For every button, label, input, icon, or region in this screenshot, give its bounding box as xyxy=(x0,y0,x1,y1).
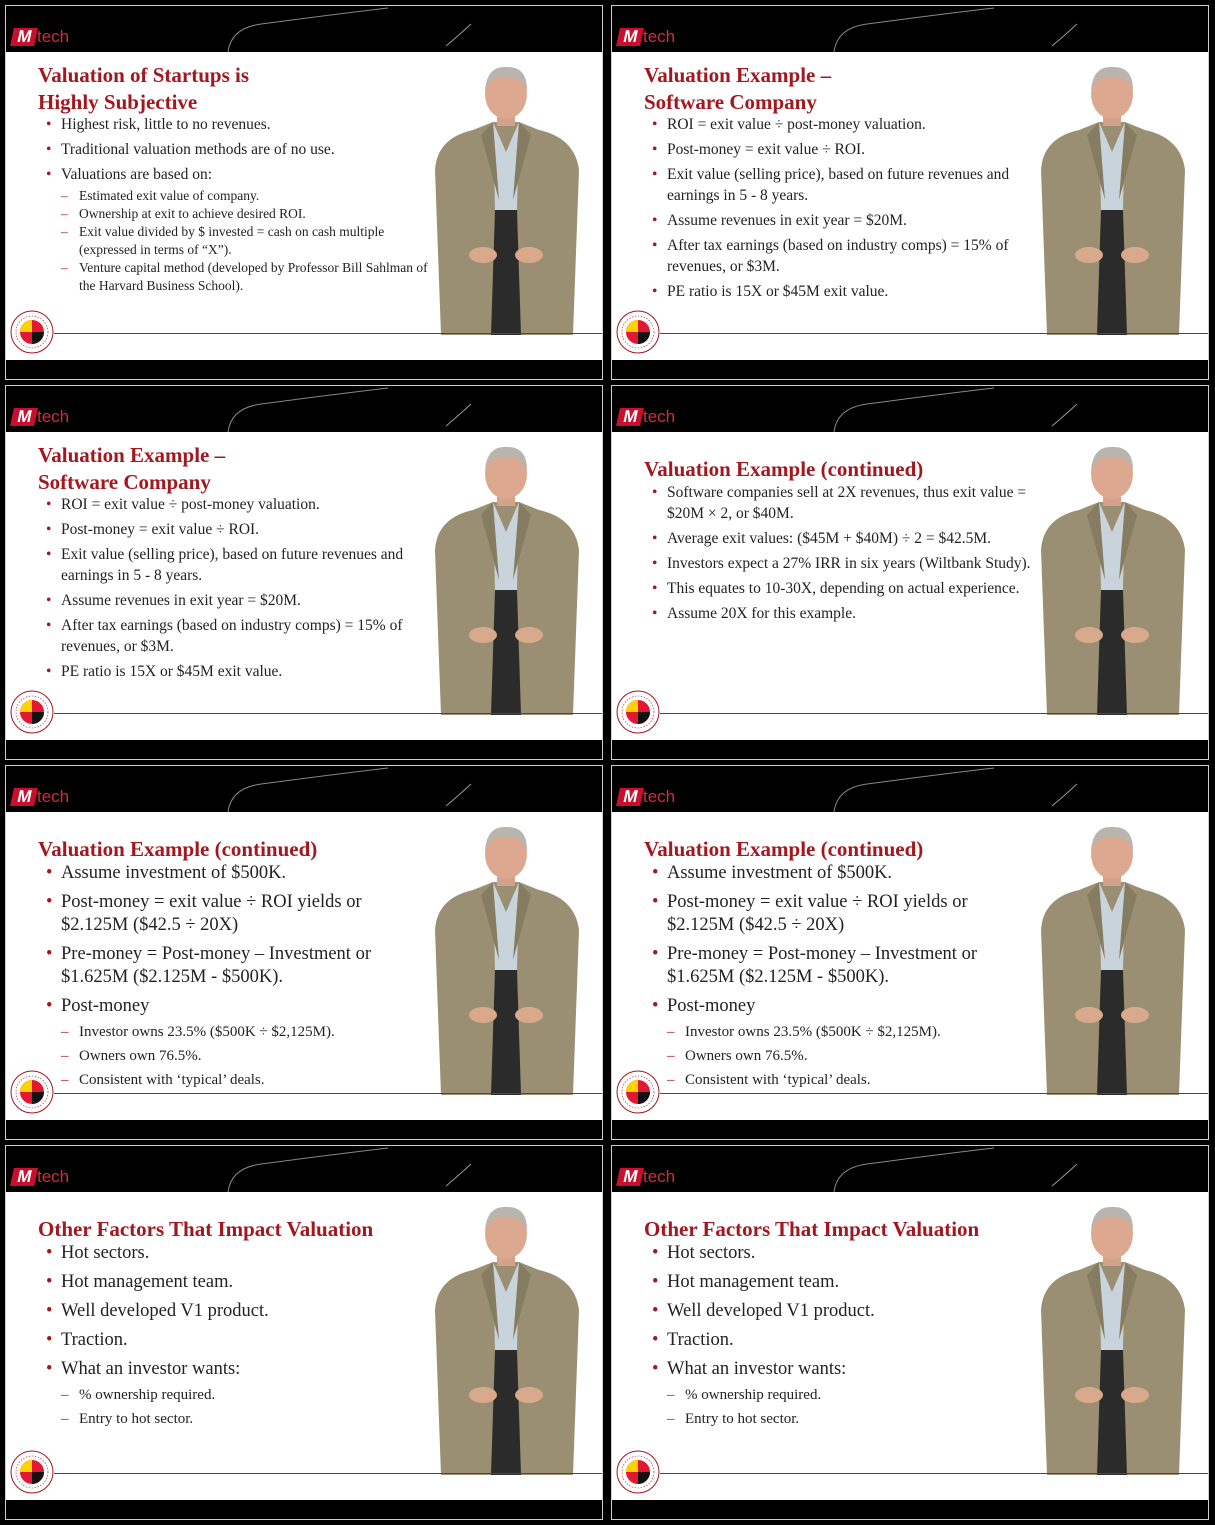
slide-content xyxy=(612,52,1208,360)
header-swoosh-decoration xyxy=(6,1146,602,1192)
header-swoosh-decoration xyxy=(6,6,602,52)
slide-content xyxy=(612,812,1208,1120)
logo-text: tech xyxy=(37,27,70,46)
slide-panel xyxy=(612,386,1208,759)
logo-mark: M xyxy=(616,788,644,806)
bullet-item xyxy=(652,1300,1037,1323)
bullet-list xyxy=(652,114,1037,306)
university-seal-icon xyxy=(10,310,54,354)
university-seal-icon xyxy=(616,1450,660,1494)
slide-title: Valuation of Startups is Highly Subjective xyxy=(38,63,250,114)
sub-bullet-item: – % ownership required. xyxy=(61,1383,431,1407)
footer-bar xyxy=(612,360,1208,379)
slide-content xyxy=(6,1192,602,1500)
bullet-item xyxy=(652,281,1037,302)
bullet-item xyxy=(652,578,1037,599)
sub-bullet-item: – Ownership at exit to achieve desired ROI. xyxy=(61,205,431,223)
bullet-text: Assume investment of $500K. xyxy=(61,863,287,883)
bullet-item xyxy=(652,139,1037,160)
header-swoosh-decoration xyxy=(612,6,1208,52)
bullet-item xyxy=(652,891,1037,937)
presenter-video xyxy=(1027,820,1197,1095)
logo-mark: M xyxy=(616,28,644,46)
bullet-text: Valuations are based on: xyxy=(61,166,213,183)
logo-text: tech xyxy=(643,1167,676,1186)
slide-content xyxy=(6,52,602,360)
bullet-text: Hot management team. xyxy=(61,1272,234,1292)
footer-rule xyxy=(660,1093,1208,1094)
slide-title: Valuation Example – Software Company xyxy=(644,63,832,114)
logo-text: tech xyxy=(37,407,70,426)
presenter-video xyxy=(421,440,591,715)
slide-panel xyxy=(6,766,602,1139)
logo-text: tech xyxy=(37,787,70,806)
sub-bullet-list xyxy=(61,1020,431,1092)
bullet-text: Post-money = exit value ÷ ROI yields or $2.125M ($42.5 ÷ 20X) xyxy=(667,892,968,935)
university-seal-icon xyxy=(616,690,660,734)
presenter-video xyxy=(421,820,591,1095)
bullet-text: Highest risk, little to no revenues. xyxy=(61,116,271,133)
bullet-item xyxy=(46,891,431,937)
presenter-video xyxy=(1027,60,1197,335)
bullet-text: ROI = exit value ÷ post-money valuation. xyxy=(61,496,320,513)
mtech-logo xyxy=(12,1166,69,1188)
slide-title: Other Factors That Impact Valuation xyxy=(38,1217,374,1241)
bullet-text: Well developed V1 product. xyxy=(667,1301,875,1321)
bullet-text: Hot sectors. xyxy=(667,1243,756,1263)
slide-title: Other Factors That Impact Valuation xyxy=(644,1217,980,1241)
bullet-text: Investors expect a 27% IRR in six years (Wiltbank Study). xyxy=(667,555,1031,572)
bullet-list xyxy=(652,862,1037,1098)
header-bar xyxy=(6,6,602,52)
slide-panel xyxy=(6,6,602,379)
footer-bar xyxy=(612,1500,1208,1519)
bullet-item xyxy=(652,1271,1037,1294)
bullet-item xyxy=(46,1329,431,1352)
bullet-text: Post-money = exit value ÷ ROI. xyxy=(667,141,866,158)
footer-rule xyxy=(54,1473,602,1474)
bullet-text: ROI = exit value ÷ post-money valuation. xyxy=(667,116,926,133)
sub-bullet-item: – Estimated exit value of company. xyxy=(61,187,431,205)
bullet-text: After tax earnings (based on industry comps) = 15% of revenues, or $3M. xyxy=(667,237,1009,275)
bullet-list xyxy=(46,862,431,1098)
bullet-text: Pre-money = Post-money – Investment or $1.625M ($2.125M - $500K). xyxy=(61,944,371,987)
header-bar xyxy=(612,386,1208,432)
mtech-logo xyxy=(12,786,69,808)
mtech-logo xyxy=(12,406,69,428)
header-bar xyxy=(6,386,602,432)
bullet-item xyxy=(46,943,431,989)
bullet-text: Hot management team. xyxy=(667,1272,840,1292)
bullet-item xyxy=(46,1242,431,1265)
bullet-text: Traction. xyxy=(667,1330,734,1350)
bullet-text: Average exit values: ($45M + $40M) ÷ 2 = $42.5M. xyxy=(667,530,992,547)
sub-bullet-item: – % ownership required. xyxy=(667,1383,1037,1407)
slide-content xyxy=(6,432,602,740)
slide-panel xyxy=(6,386,602,759)
slide-content xyxy=(612,432,1208,740)
bullet-text: Post-money xyxy=(667,996,756,1016)
footer-bar xyxy=(6,360,602,379)
header-bar xyxy=(6,766,602,812)
slide-panel xyxy=(612,766,1208,1139)
sub-bullet-item: – Entry to hot sector. xyxy=(667,1407,1037,1431)
bullet-text: Traditional valuation methods are of no use. xyxy=(61,141,335,158)
header-bar xyxy=(612,6,1208,52)
bullet-text: What an investor wants: xyxy=(61,1359,241,1379)
slide-content xyxy=(6,812,602,1120)
university-seal-icon xyxy=(10,1450,54,1494)
bullet-item xyxy=(46,590,431,611)
mtech-logo xyxy=(12,26,69,48)
footer-rule xyxy=(660,713,1208,714)
sub-bullet-item: – Entry to hot sector. xyxy=(61,1407,431,1431)
bullet-item xyxy=(46,1358,431,1431)
logo-mark: M xyxy=(10,1168,38,1186)
university-seal-icon xyxy=(616,1070,660,1114)
bullet-text: Software companies sell at 2X revenues, thus exit value = $20M × 2, or $40M. xyxy=(667,484,1027,522)
footer-bar xyxy=(6,1500,602,1519)
slide-title: Valuation Example – Software Company xyxy=(38,443,226,494)
sub-bullet-list xyxy=(61,187,431,295)
header-bar xyxy=(612,766,1208,812)
bullet-text: Exit value (selling price), based on future revenues and earnings in 5 - 8 years. xyxy=(61,546,404,584)
presenter-video xyxy=(421,1200,591,1475)
presenter-video xyxy=(1027,1200,1197,1475)
mtech-logo xyxy=(618,26,675,48)
header-swoosh-decoration xyxy=(6,766,602,812)
bullet-text: What an investor wants: xyxy=(667,1359,847,1379)
bullet-item xyxy=(652,603,1037,624)
bullet-text: PE ratio is 15X or $45M exit value. xyxy=(61,663,283,680)
header-swoosh-decoration xyxy=(6,386,602,432)
mtech-logo xyxy=(618,1166,675,1188)
bullet-item xyxy=(652,553,1037,574)
footer-bar xyxy=(6,1120,602,1139)
bullet-item xyxy=(46,114,431,135)
bullet-item xyxy=(46,544,431,586)
bullet-item xyxy=(652,862,1037,885)
footer-rule xyxy=(54,713,602,714)
bullet-item xyxy=(652,1358,1037,1431)
bullet-item xyxy=(652,1329,1037,1352)
mtech-logo xyxy=(618,786,675,808)
bullet-text: Well developed V1 product. xyxy=(61,1301,269,1321)
footer-rule xyxy=(660,333,1208,334)
bullet-text: Pre-money = Post-money – Investment or $1.625M ($2.125M - $500K). xyxy=(667,944,977,987)
logo-mark: M xyxy=(10,408,38,426)
bullet-item xyxy=(46,615,431,657)
bullet-item xyxy=(46,494,431,515)
bullet-item xyxy=(46,164,431,295)
slide-panel xyxy=(612,1146,1208,1519)
bullet-list xyxy=(652,1242,1037,1437)
sub-bullet-item: – Exit value divided by $ invested = cash on cash multiple (expressed in terms of “X”). xyxy=(61,223,431,259)
bullet-item xyxy=(46,139,431,160)
bullet-text: Hot sectors. xyxy=(61,1243,150,1263)
university-seal-icon xyxy=(616,310,660,354)
footer-rule xyxy=(660,1473,1208,1474)
bullet-item xyxy=(652,164,1037,206)
header-bar xyxy=(6,1146,602,1192)
bullet-text: PE ratio is 15X or $45M exit value. xyxy=(667,283,889,300)
logo-text: tech xyxy=(37,1167,70,1186)
logo-mark: M xyxy=(10,28,38,46)
header-bar xyxy=(612,1146,1208,1192)
logo-text: tech xyxy=(643,787,676,806)
bullet-item xyxy=(46,862,431,885)
logo-mark: M xyxy=(10,788,38,806)
sub-bullet-list xyxy=(667,1020,1037,1092)
bullet-item xyxy=(652,482,1037,524)
bullet-item xyxy=(652,235,1037,277)
bullet-text: Assume revenues in exit year = $20M. xyxy=(61,592,301,609)
slide-content xyxy=(612,1192,1208,1500)
header-swoosh-decoration xyxy=(612,766,1208,812)
slide-title: Valuation Example (continued) xyxy=(38,837,318,861)
bullet-text: This equates to 10-30X, depending on actual experience. xyxy=(667,580,1020,597)
bullet-item xyxy=(652,995,1037,1092)
bullet-text: Assume revenues in exit year = $20M. xyxy=(667,212,907,229)
logo-text: tech xyxy=(643,407,676,426)
logo-text: tech xyxy=(643,27,676,46)
bullet-item xyxy=(652,210,1037,231)
sub-bullet-list xyxy=(667,1383,1037,1431)
bullet-item xyxy=(46,661,431,682)
sub-bullet-item: – Investor owns 23.5% ($500K ÷ $2,125M). xyxy=(667,1020,1037,1044)
slide-panel xyxy=(6,1146,602,1519)
bullet-item xyxy=(46,519,431,540)
bullet-text: Exit value (selling price), based on future revenues and earnings in 5 - 8 years. xyxy=(667,166,1010,204)
header-swoosh-decoration xyxy=(612,1146,1208,1192)
header-swoosh-decoration xyxy=(612,386,1208,432)
sub-bullet-item: – Consistent with ‘typical’ deals. xyxy=(61,1068,431,1092)
sub-bullet-item: – Consistent with ‘typical’ deals. xyxy=(667,1068,1037,1092)
logo-mark: M xyxy=(616,1168,644,1186)
bullet-item xyxy=(652,943,1037,989)
bullet-text: After tax earnings (based on industry comps) = 15% of revenues, or $3M. xyxy=(61,617,403,655)
footer-bar xyxy=(6,740,602,759)
bullet-item xyxy=(46,995,431,1092)
slide-title: Valuation Example (continued) xyxy=(644,837,924,861)
bullet-text: Post-money = exit value ÷ ROI. xyxy=(61,521,260,538)
bullet-list xyxy=(46,1242,431,1437)
bullet-text: Traction. xyxy=(61,1330,128,1350)
presenter-video xyxy=(1027,440,1197,715)
footer-bar xyxy=(612,1120,1208,1139)
sub-bullet-item: – Venture capital method (developed by Professor Bill Sahlman of the Harvard Business School). xyxy=(61,259,431,295)
bullet-item xyxy=(652,1242,1037,1265)
footer-rule xyxy=(54,333,602,334)
sub-bullet-item: – Investor owns 23.5% ($500K ÷ $2,125M). xyxy=(61,1020,431,1044)
slide-title: Valuation Example (continued) xyxy=(644,457,924,481)
bullet-list xyxy=(46,114,431,299)
logo-mark: M xyxy=(616,408,644,426)
presenter-video xyxy=(421,60,591,335)
bullet-text: Post-money = exit value ÷ ROI yields or $2.125M ($42.5 ÷ 20X) xyxy=(61,892,362,935)
bullet-item xyxy=(652,528,1037,549)
bullet-text: Assume 20X for this example. xyxy=(667,605,856,622)
footer-bar xyxy=(612,740,1208,759)
mtech-logo xyxy=(618,406,675,428)
sub-bullet-item: – Owners own 76.5%. xyxy=(667,1044,1037,1068)
bullet-item xyxy=(46,1271,431,1294)
footer-rule xyxy=(54,1093,602,1094)
sub-bullet-list xyxy=(61,1383,431,1431)
bullet-list xyxy=(46,494,431,686)
slide-panel xyxy=(612,6,1208,379)
bullet-item xyxy=(652,114,1037,135)
university-seal-icon xyxy=(10,690,54,734)
bullet-text: Post-money xyxy=(61,996,150,1016)
bullet-item xyxy=(46,1300,431,1323)
bullet-list xyxy=(652,482,1037,628)
university-seal-icon xyxy=(10,1070,54,1114)
bullet-text: Assume investment of $500K. xyxy=(667,863,893,883)
sub-bullet-item: – Owners own 76.5%. xyxy=(61,1044,431,1068)
